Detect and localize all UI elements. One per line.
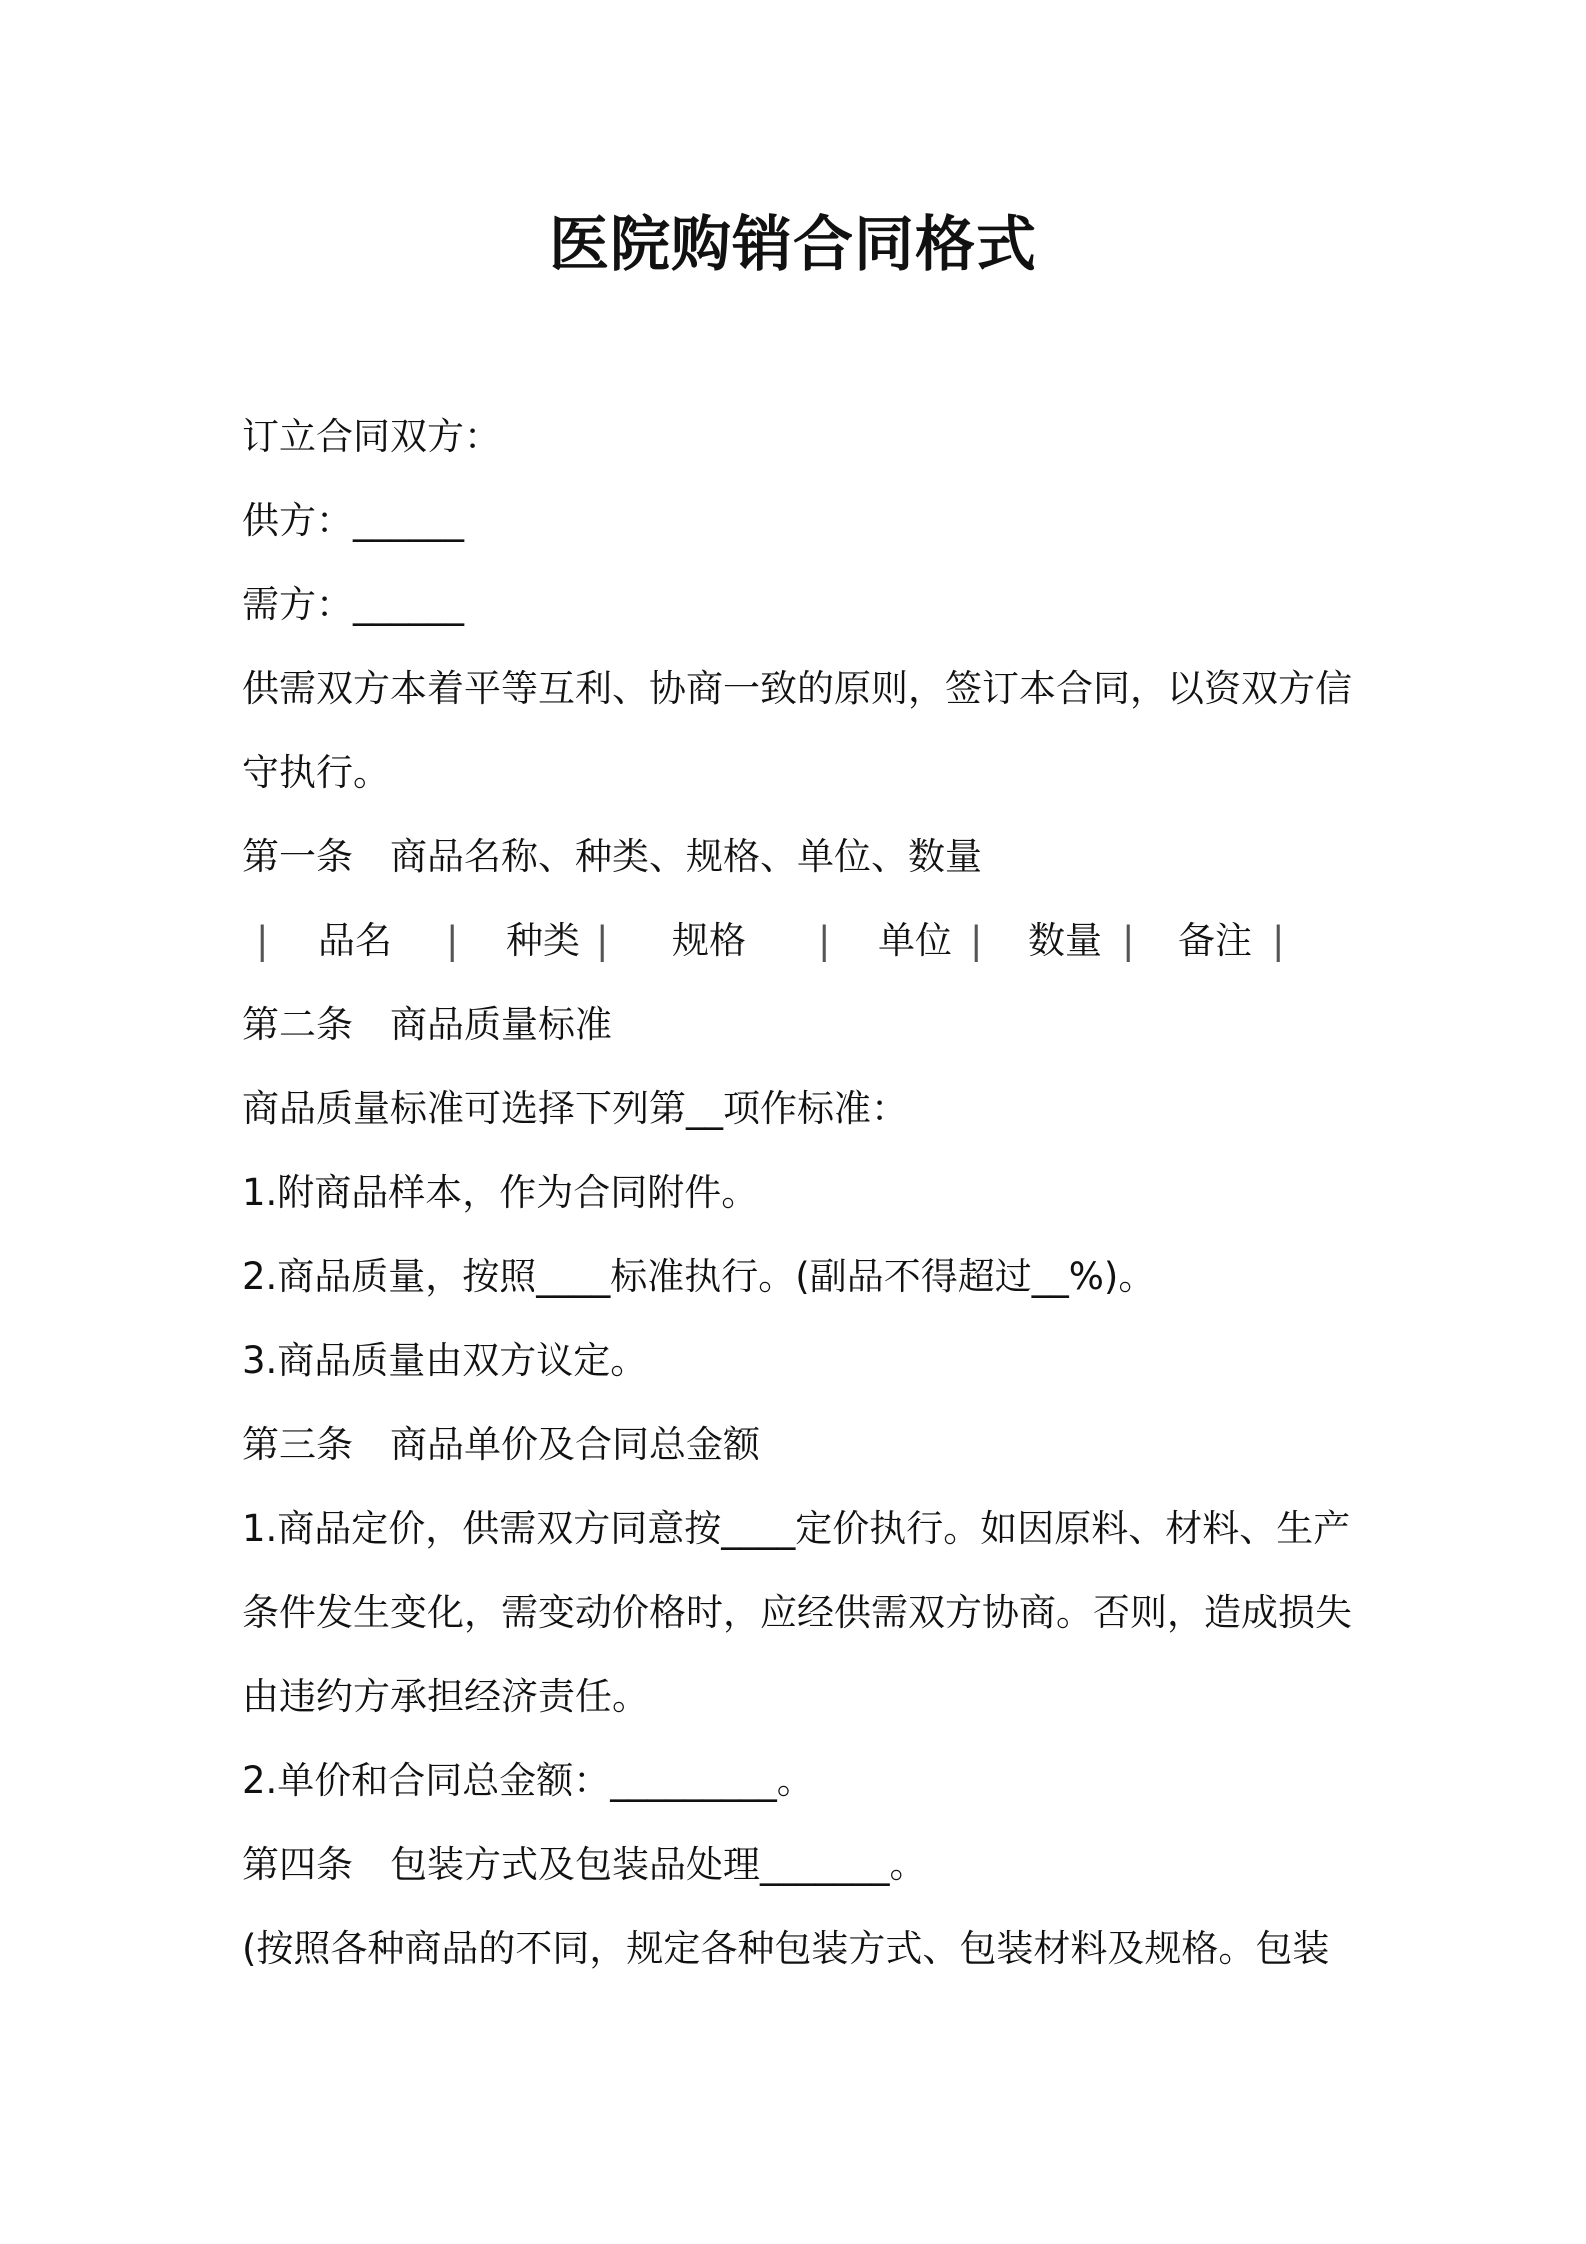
goods-table-header xyxy=(242,899,1362,983)
document-title: 医院购销合同格式 xyxy=(549,210,1037,280)
table-bar: | xyxy=(1272,919,1285,962)
document-body xyxy=(242,395,1362,1991)
table-header-cell: 备注 xyxy=(1178,919,1252,962)
table-header-cell: 单位 xyxy=(878,919,952,962)
preamble-line-2: 守执行。 xyxy=(242,751,390,794)
table-bar: | xyxy=(1122,919,1135,962)
table-header-cell: 种类 xyxy=(506,919,580,962)
article-3-heading: 第三条 商品单价及合同总金额 xyxy=(242,1423,760,1466)
table-bar: | xyxy=(446,919,459,962)
table-header-cell: 数量 xyxy=(1028,919,1102,962)
table-header-cell: 规格 xyxy=(672,919,746,962)
table-bar: | xyxy=(818,919,831,962)
pricing-line-2: 条件发生变化，需变动价格时，应经供需双方协商。否则，造成损失 xyxy=(242,1591,1352,1634)
preamble-line-1: 供需双方本着平等互利、协商一致的原则，签订本合同，以资双方信 xyxy=(242,667,1352,710)
buyer-line: 需方：______ xyxy=(242,583,464,626)
contract-parties-heading: 订立合同双方： xyxy=(242,415,501,458)
table-bar: | xyxy=(256,919,269,962)
article-2-heading: 第二条 商品质量标准 xyxy=(242,1003,612,1046)
article-4-heading: 第四条 包装方式及包装品处理_______。 xyxy=(242,1843,927,1886)
pricing-line-3: 由违约方承担经济责任。 xyxy=(242,1675,649,1718)
quality-standard-line: 商品质量标准可选择下列第__项作标准： xyxy=(242,1087,908,1130)
article-1-heading: 第一条 商品名称、种类、规格、单位、数量 xyxy=(242,835,982,878)
quality-option-3: 3.商品质量由双方议定。 xyxy=(242,1339,648,1382)
table-bar: | xyxy=(596,919,609,962)
supplier-line: 供方：______ xyxy=(242,499,464,542)
packaging-line: (按照各种商品的不同，规定各种包装方式、包装材料及规格。包装 xyxy=(242,1927,1330,1970)
quality-option-1: 1.附商品样本，作为合同附件。 xyxy=(242,1171,759,1214)
quality-option-2: 2.商品质量，按照____标准执行。(副品不得超过__%)。 xyxy=(242,1255,1156,1298)
table-header-cell: 品名 xyxy=(318,919,392,962)
pricing-line-1: 1.商品定价，供需双方同意按____定价执行。如因原料、材料、生产 xyxy=(242,1507,1351,1550)
total-amount-line: 2.单价和合同总金额：_________。 xyxy=(242,1759,814,1802)
table-bar: | xyxy=(970,919,983,962)
